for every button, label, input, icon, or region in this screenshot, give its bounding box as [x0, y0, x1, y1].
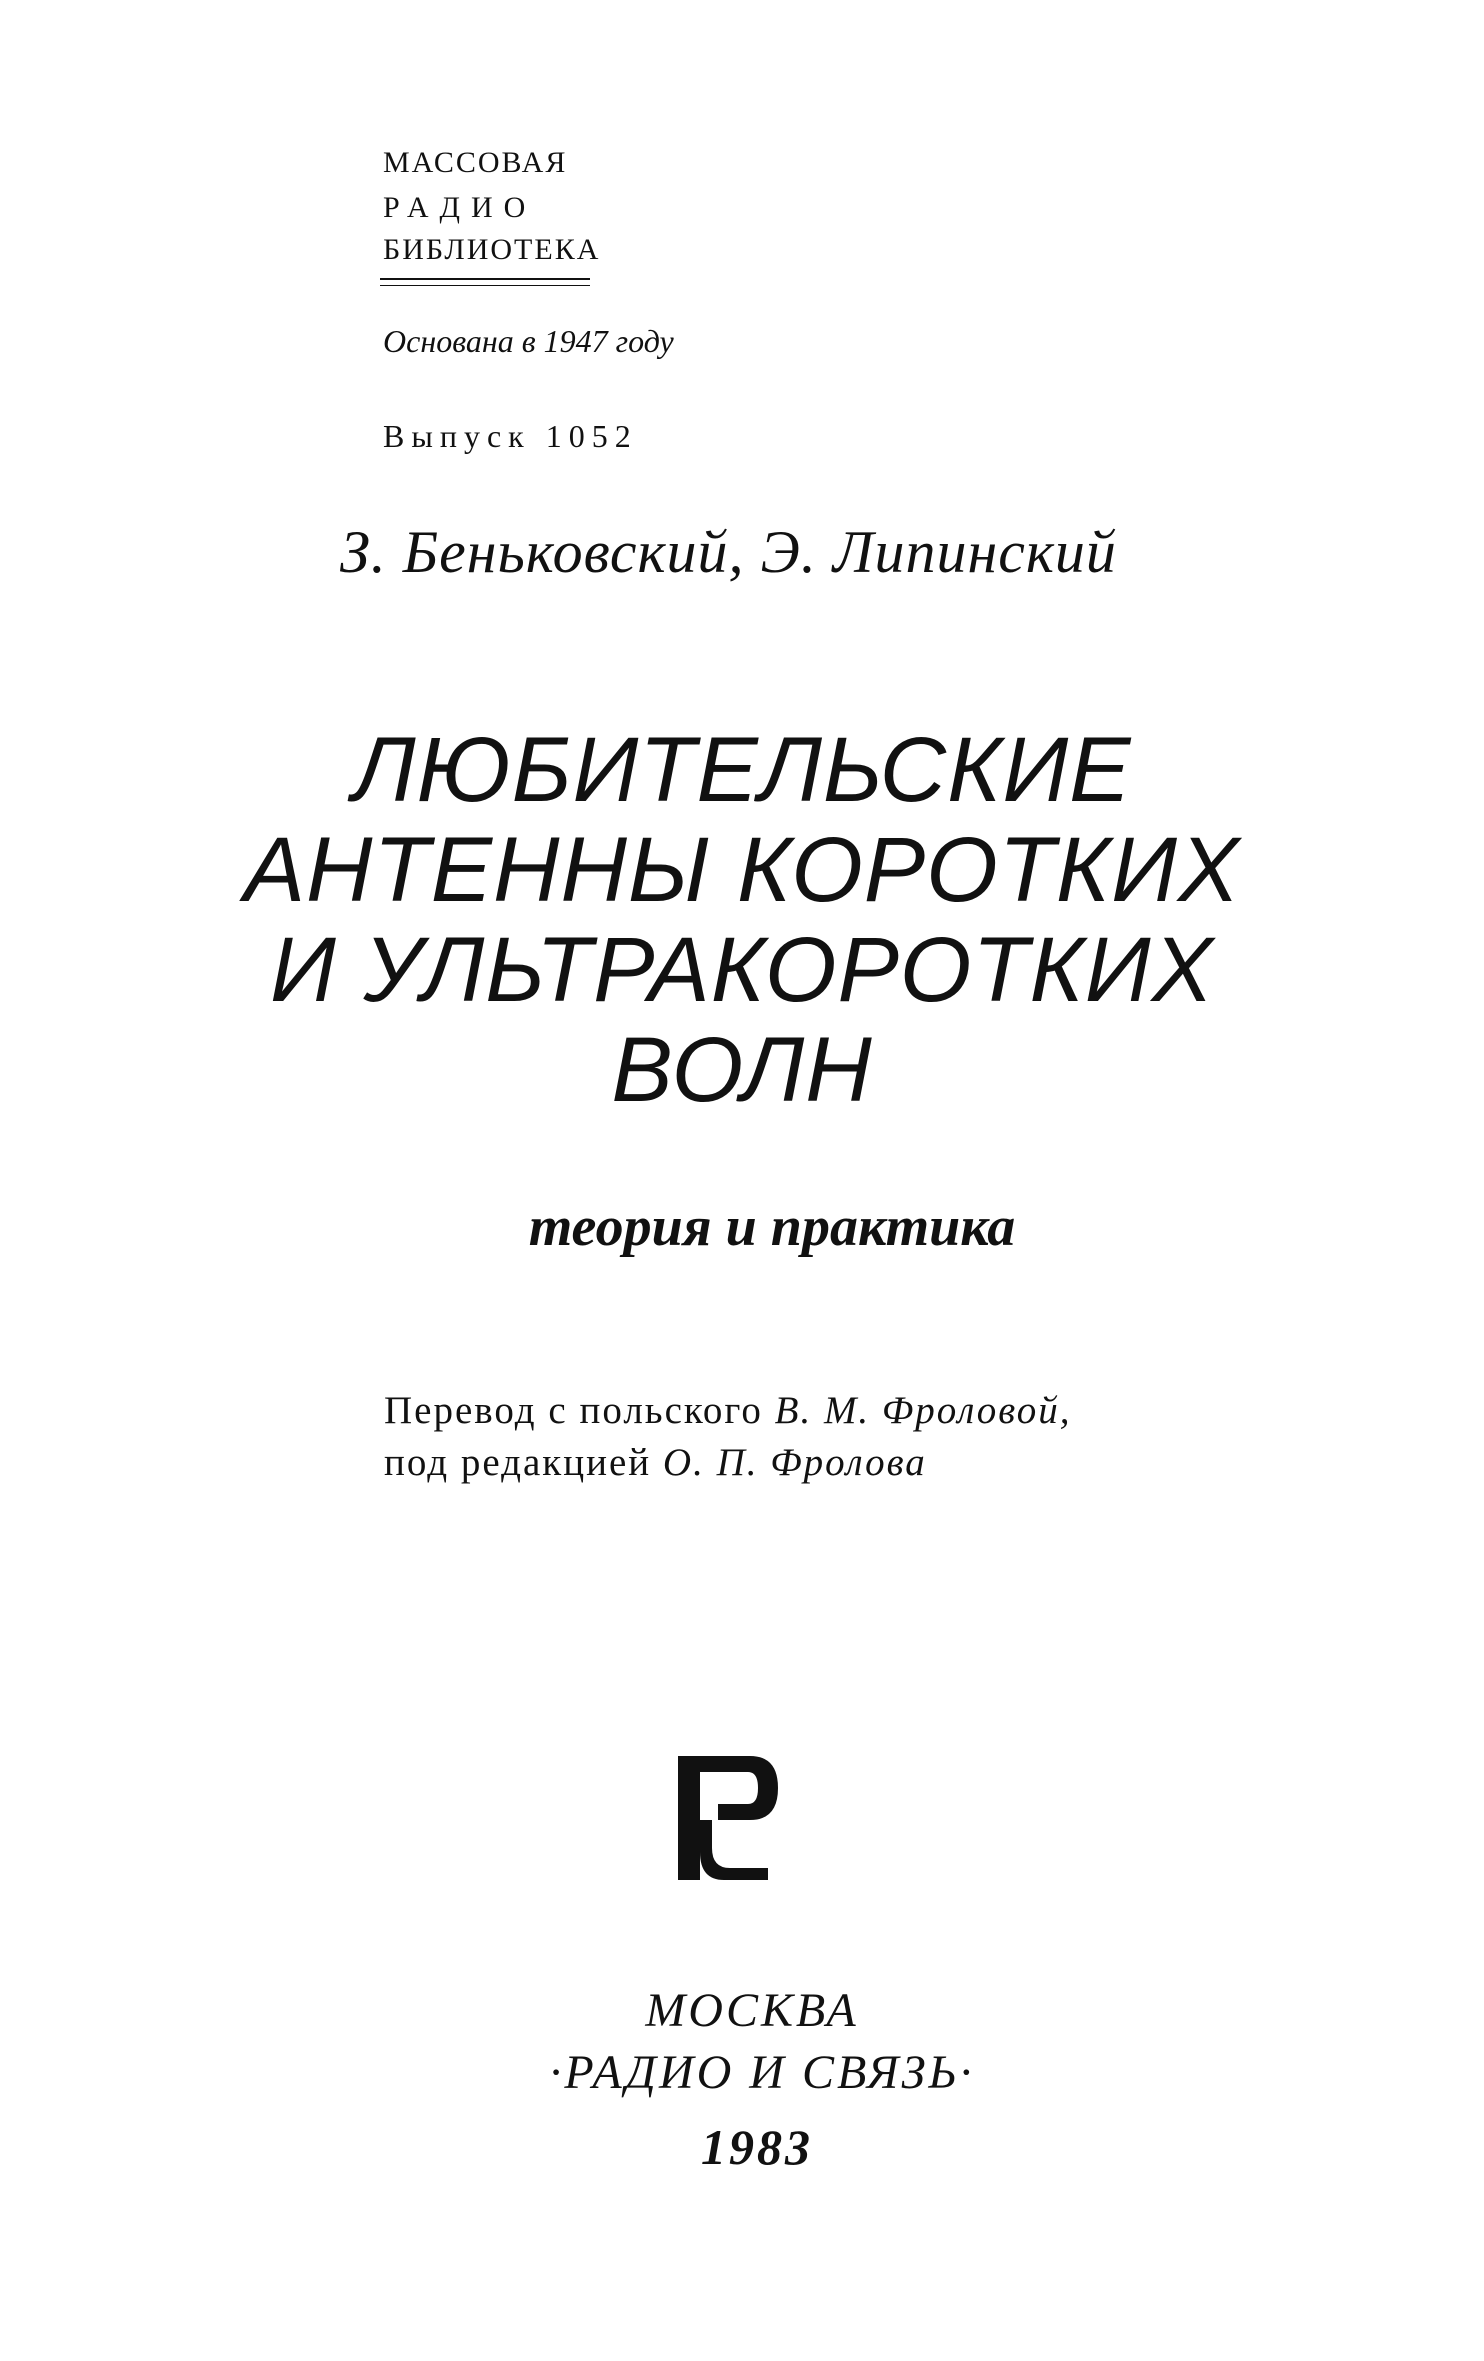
- series-name-line-1: МАССОВАЯ: [383, 146, 568, 179]
- imprint-year: 1983: [701, 2119, 813, 2175]
- series-name-line-3: БИБЛИОТЕКА: [383, 233, 601, 266]
- editor-name: О. П. Фролова: [662, 1441, 927, 1484]
- editor-line: [384, 1437, 1071, 1489]
- series-rule-secondary: [380, 285, 590, 286]
- translator-prefix: Перевод с польского: [384, 1389, 775, 1432]
- title-line: ВОЛН: [611, 1019, 873, 1121]
- imprint-publisher: ·РАДИО И СВЯЗЬ·: [549, 2046, 975, 2099]
- subtitle: теория и практика: [528, 1196, 1016, 1258]
- editor-prefix: под редакцией: [384, 1441, 663, 1484]
- title-line: ЛЮБИТЕЛЬСКИЕ: [352, 719, 1132, 821]
- series-name-line-2: РАДИО: [383, 191, 537, 224]
- translator-line: [384, 1385, 1071, 1437]
- founded-note: Основана в 1947 году: [383, 323, 674, 359]
- imprint-city: МОСКВА: [645, 1984, 859, 2037]
- translation-credits: [384, 1385, 1071, 1489]
- series-rule: [380, 278, 590, 280]
- book-title: [0, 720, 1484, 1120]
- authors: З. Беньковский, Э. Липинский: [340, 519, 1117, 585]
- publisher-logo-icon: [672, 1752, 782, 1882]
- translator-name: В. М. Фроловой,: [774, 1389, 1072, 1432]
- title-line: И УЛЬТРАКОРОТКИХ: [270, 919, 1214, 1021]
- title-line: АНТЕННЫ КОРОТКИХ: [243, 819, 1241, 921]
- issue-number: Выпуск 1052: [383, 418, 638, 454]
